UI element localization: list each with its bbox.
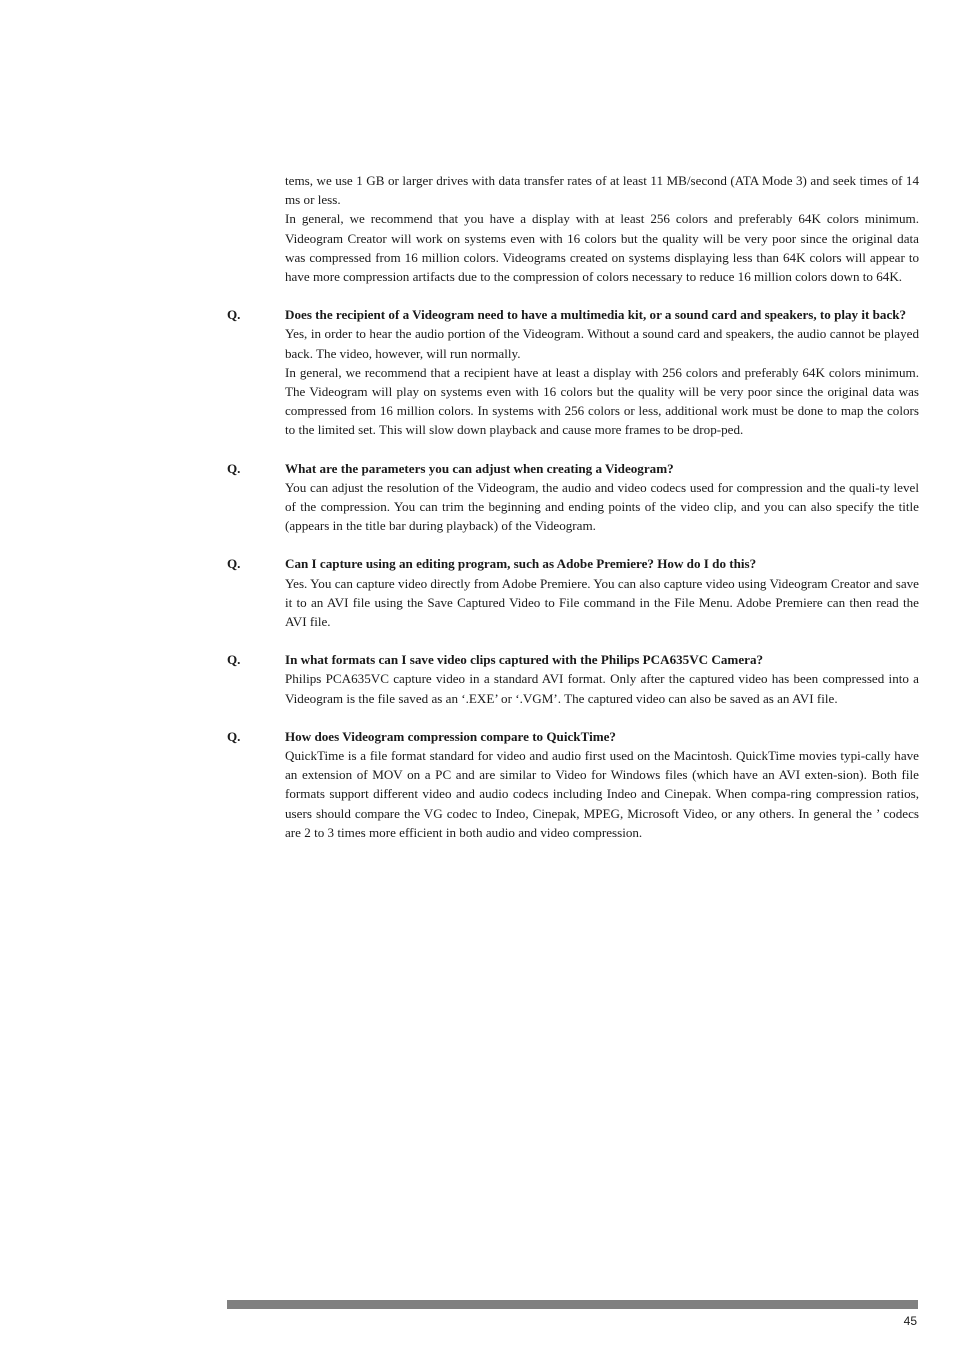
qa-item	[227, 459, 919, 536]
question-label: Q.	[227, 556, 241, 572]
page-number: 45	[903, 1314, 917, 1328]
intro-paragraph: In general, we recommend that you have a display with at least 256 colors and preferably 64K colors minimum. Videogram Creator will work on systems even with 16 colors but the quality will be very poor since the original data was compressed from 16 million colors. Videograms created on systems displaying less than 64K colors will appear to have more compression artifacts due to the compression of colors necessary to reduce 16 million colors down to 64K.	[285, 211, 919, 285]
qa-body	[285, 305, 919, 439]
question-text: How does Videogram compression compare to QuickTime?	[285, 728, 616, 744]
qa-item	[227, 305, 919, 439]
question-text: In what formats can I save video clips captured with the Philips PCA635VC Camera?	[285, 652, 764, 668]
intro-paragraph: tems, we use 1 GB or larger drives with data transfer rates of at least 11 MB/second (ATA Mode 3) and seek times of 14 ms or less.	[285, 173, 919, 208]
question-label: Q.	[227, 307, 241, 323]
answer-paragraph: Philips PCA635VC capture video in a standard AVI format. Only after the captured video has been compressed into a Videogram is the file saved as an ‘.EXE’ or ‘.VGM’. The captured video can also be saved as an AVI file.	[285, 671, 919, 706]
answer-paragraph: QuickTime is a file format standard for video and audio first used on the Macintosh. QuickTime movies typi-cally have an extension of MOV on a PC and are similar to Video for Windows files (which have an AVI exten-sion). Both file formats support different video and audio codecs including Indeo and Cinepak. When compa-ring compression ratios, users should compare the VG codec to Indeo, Cinepak, MPEG, Microsoft Video, or any others. In general the ’ codecs are 2 to 3 times more efficient in both audio and video compression.	[285, 748, 919, 840]
qa-body	[285, 650, 919, 708]
question-label: Q.	[227, 652, 241, 668]
answer-paragraph: You can adjust the resolution of the Videogram, the audio and video codecs used for compression and the quali-ty level of the compression. You can trim the beginning and ending points of the video clip, and you can also specify the title (appears in the title bar during playback) of the Videogram.	[285, 479, 919, 534]
answer-paragraph: In general, we recommend that a recipient have at least a display with 256 colors and preferably 64K colors minimum. The Videogram will play on systems even with 16 colors but the quality will be very poor since the original data was compressed from 16 million colors. In systems with 256 colors or less, additional work must be done to map the colors to the limited set. This will slow down playback and cause more frames to be drop-ped.	[285, 364, 919, 438]
document-body	[227, 171, 919, 842]
answer-paragraph: Yes, in order to hear the audio portion of the Videogram. Without a sound card and speakers, the audio cannot be played back. The video, however, will run normally.	[285, 326, 919, 361]
qa-body	[285, 554, 919, 631]
qa-item	[227, 727, 919, 842]
footer-rule	[227, 1300, 918, 1309]
qa-item	[227, 650, 919, 708]
intro-section	[285, 171, 919, 286]
qa-body	[285, 727, 919, 842]
question-text: Does the recipient of a Videogram need to have a multimedia kit, or a sound card and speakers, to play it back?	[285, 307, 907, 323]
question-label: Q.	[227, 728, 241, 744]
question-label: Q.	[227, 460, 241, 476]
qa-body	[285, 459, 919, 536]
qa-item	[227, 554, 919, 631]
question-text: What are the parameters you can adjust when creating a Videogram?	[285, 460, 674, 476]
answer-paragraph: Yes. You can capture video directly from Adobe Premiere. You can also capture video using Videogram Creator and save it to an AVI file using the Save Captured Video to File command in the File Menu. Adobe Premiere can then read the AVI file.	[285, 575, 919, 630]
question-text: Can I capture using an editing program, such as Adobe Premiere? How do I do this?	[285, 556, 757, 572]
